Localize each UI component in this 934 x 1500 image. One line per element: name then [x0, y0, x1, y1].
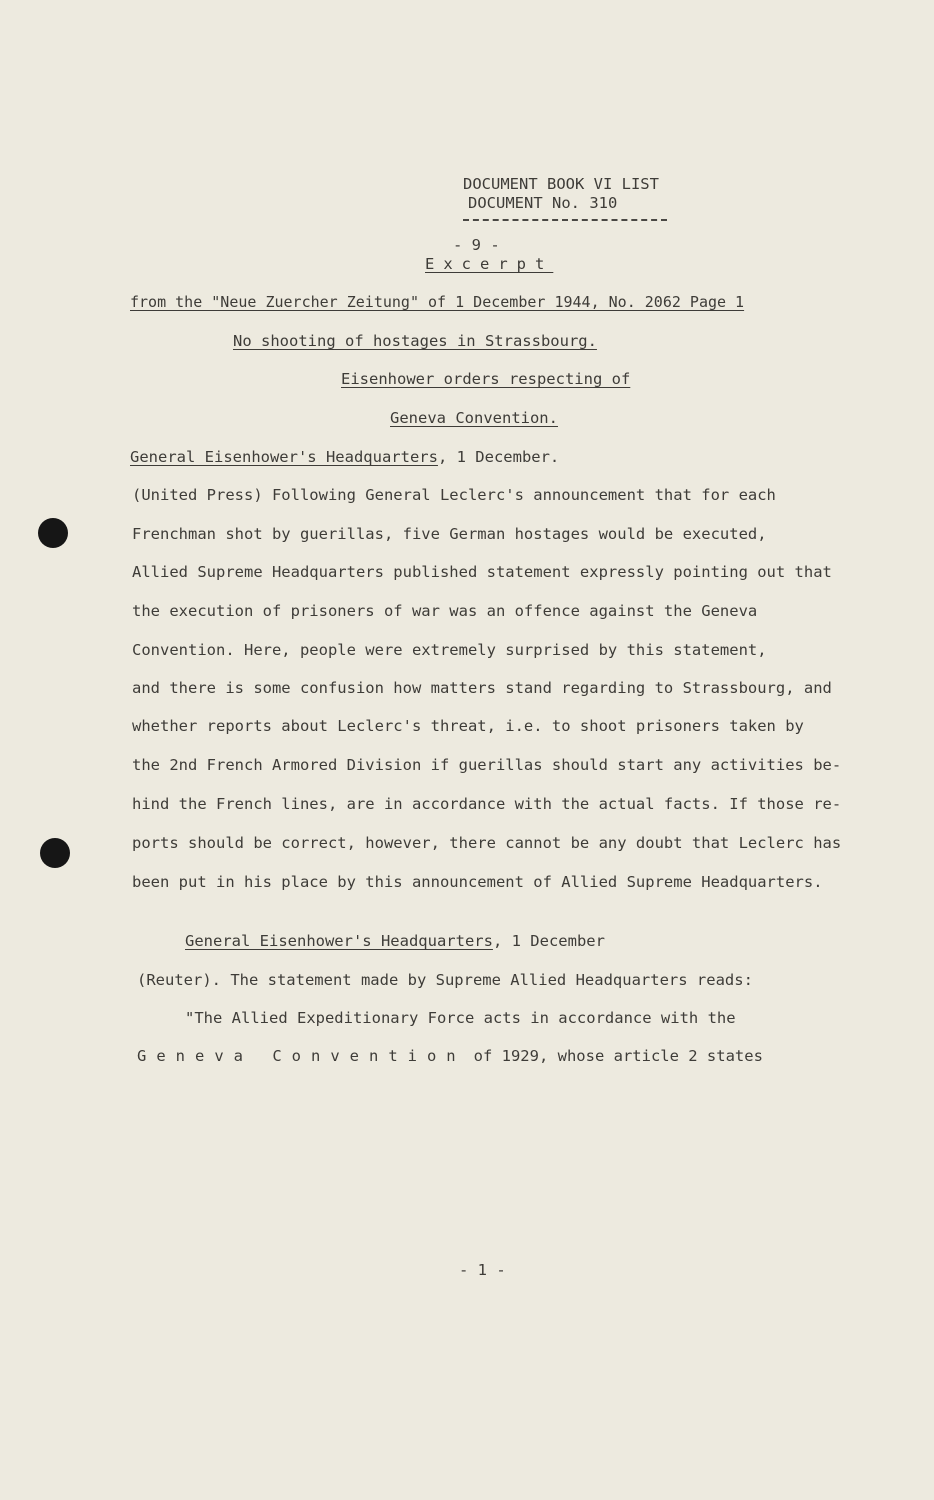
dateline-1-place: General Eisenhower's Headquarters: [130, 448, 438, 466]
document-title: Excerpt: [425, 255, 554, 273]
dateline-2-place: General Eisenhower's Headquarters: [185, 932, 493, 950]
para1-line-5: Convention. Here, people were extremely surprised by this statement,: [132, 641, 767, 659]
headline-2: Eisenhower orders respecting of: [341, 370, 631, 388]
para1-line-11: been put in his place by this announcement of Allied Supreme Headquarters.: [132, 873, 823, 891]
para1-line-8: the 2nd French Armored Division if guerillas should start any activities be-: [132, 756, 842, 774]
para1-line-3: Allied Supreme Headquarters published statement expressly pointing out that: [132, 563, 832, 581]
headline-3: Geneva Convention.: [390, 409, 558, 427]
header-line-1: DOCUMENT BOOK VI LIST: [463, 175, 659, 193]
para1-line-6: and there is some confusion how matters stand regarding to Strassbourg, and: [132, 679, 832, 697]
para1-line-2: Frenchman shot by guerillas, five German hostages would be executed,: [132, 525, 767, 543]
headline-1: No shooting of hostages in Strassbourg.: [233, 332, 597, 350]
header-dashed-rule: [463, 219, 667, 221]
dateline-1-date: , 1 December.: [437, 448, 560, 466]
para1-line-7: whether reports about Leclerc's threat, i.e. to shoot prisoners taken by: [132, 717, 804, 735]
header-line-2: DOCUMENT No. 310: [468, 194, 618, 212]
footer-page-number: - 1 -: [459, 1261, 506, 1279]
para1-line-4: the execution of prisoners of war was an offence against the Geneva: [132, 602, 758, 620]
dateline-2-date: , 1 December: [492, 932, 605, 950]
para2-line-3: [137, 1046, 763, 1066]
punch-hole-bottom: [40, 838, 70, 868]
source-line: from the "Neue Zuercher Zeitung" of 1 December 1944, No. 2062 Page 1: [130, 293, 745, 311]
dateline-1: [130, 447, 559, 467]
dateline-2: [185, 931, 605, 951]
para2-spaced-term: Geneva Convention: [137, 1047, 466, 1065]
para2-line-1: (Reuter). The statement made by Supreme Allied Headquarters reads:: [137, 971, 753, 989]
para1-line-1: (United Press) Following General Leclerc's announcement that for each: [132, 486, 776, 504]
para1-line-10: ports should be correct, however, there cannot be any doubt that Leclerc has: [132, 834, 842, 852]
page-marker: - 9 -: [453, 236, 500, 254]
para2-line-2: "The Allied Expeditionary Force acts in accordance with the: [185, 1009, 736, 1027]
para2-line-3-rest: of 1929, whose article 2 states: [473, 1047, 763, 1065]
punch-hole-top: [38, 518, 68, 548]
para1-line-9: hind the French lines, are in accordance with the actual facts. If those re-: [132, 795, 842, 813]
